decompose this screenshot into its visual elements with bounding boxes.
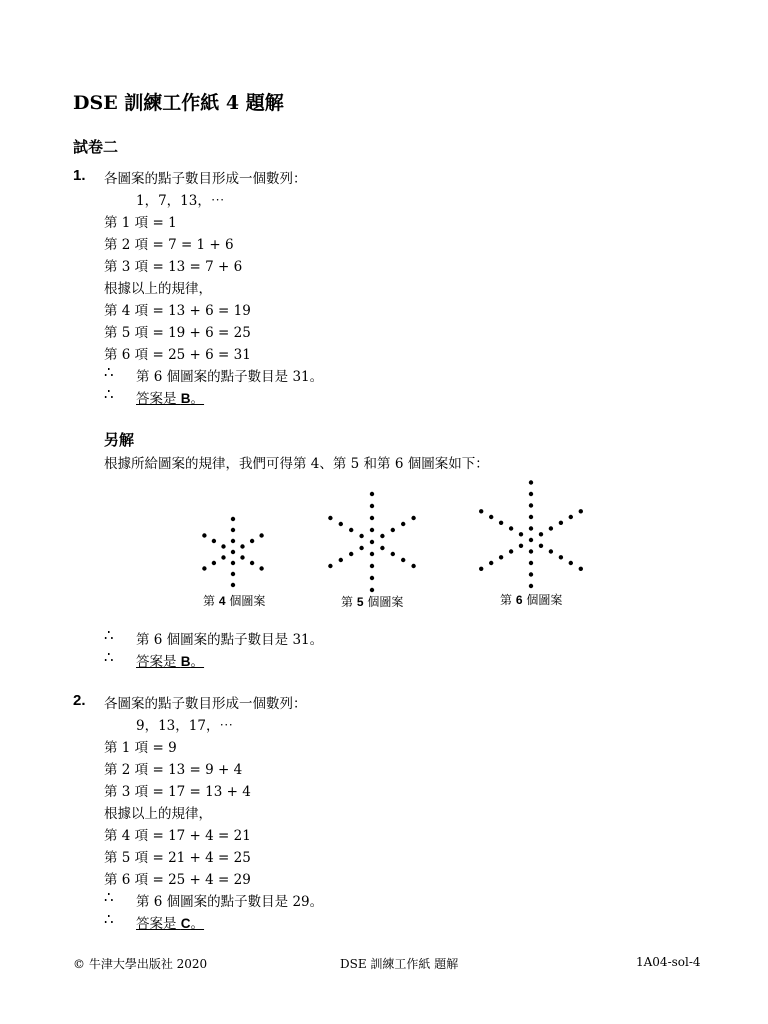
q2-line: 根據以上的規律， [104,806,212,822]
arm-dot [549,549,553,553]
arm-dot [380,534,384,538]
alt-solution-heading: 另解 [104,431,135,449]
arm-dot [519,544,523,548]
pattern-5-caption: 第 5 個圖案 [341,595,404,609]
arm-dot [231,572,235,576]
arm-dot [370,528,374,532]
arm-dot [231,517,235,521]
arm-dot [240,544,244,548]
arm-dot [231,561,235,565]
arm-dot [529,584,533,588]
q1-line: 第 5 項 = 19 + 6 = 25 [104,325,251,341]
center-dot [370,540,374,544]
arm-dot [549,526,553,530]
pattern-4-star [202,517,264,587]
arm-dot [529,572,533,576]
arm-dot [579,509,583,513]
q1-intro: 各圖案的點子數目形成一個數列： [104,171,307,187]
arm-dot [370,504,374,508]
arm-dot [569,515,573,519]
arm-dot [391,552,395,556]
arm-dot [221,555,225,559]
arm-dot [479,567,483,571]
arm-dot [529,492,533,496]
arm-dot [529,561,533,565]
q1-answer: 答案是 B。 [136,391,205,407]
arm-dot [328,516,332,520]
arm-dot [212,561,216,565]
arm-dot [339,558,343,562]
footer-copyright: © 牛津大學出版社 2020 [73,957,208,971]
arm-dot [489,515,493,519]
arm-dot [259,533,263,537]
q2-line: 第 4 項 = 17 + 4 = 21 [104,828,251,844]
pattern-4-caption: 第 4 個圖案 [203,594,266,608]
arm-dot [579,567,583,571]
arm-dot [569,561,573,565]
arm-dot [401,558,405,562]
arm-dot [411,564,415,568]
footer-title: DSE 訓練工作紙 題解 [340,957,459,971]
arm-dot [359,546,363,550]
q2-line: 第 2 項 = 13 = 9 + 4 [104,762,243,778]
arm-dot [509,549,513,553]
arm-dot [529,480,533,484]
center-dot [529,538,533,542]
q1-line: 第 6 項 = 25 + 6 = 31 [104,347,251,363]
arm-dot [349,528,353,532]
therefore-symbol: ∴ [104,626,114,644]
arm-dot [479,509,483,513]
arm-dot [328,564,332,568]
arm-dot [212,539,216,543]
q1-line: 第 2 項 = 7 = 1 + 6 [104,237,234,253]
arm-dot [370,564,374,568]
arm-dot [349,552,353,556]
arm-dot [529,526,533,530]
section-heading: 試卷二 [73,138,119,156]
arm-dot [559,521,563,525]
q1-sequence: 1，7，13，⋯ [136,193,225,209]
therefore-symbol: ∴ [104,888,114,906]
arm-dot [519,532,523,536]
pattern-6-star [479,480,583,595]
arm-dot [391,528,395,532]
q2-conclusion: 第 6 個圖案的點子數目是 29。 [136,894,324,910]
arm-dot [339,522,343,526]
arm-dot [250,539,254,543]
arm-dot [359,534,363,538]
footer-page-code: 1A04-sol-4 [636,955,701,969]
arm-dot [231,539,235,543]
arm-dot [539,532,543,536]
arm-dot [499,521,503,525]
therefore-symbol: ∴ [104,363,114,381]
q2-sequence: 9，13，17，⋯ [136,718,233,734]
arm-dot [380,546,384,550]
alt-intro: 根據所給圖案的規律，我們可得第 4、第 5 和第 6 個圖案如下： [104,456,489,472]
center-dot [231,550,235,554]
arm-dot [221,544,225,548]
alt-conclusion: 第 6 個圖案的點子數目是 31。 [136,632,324,648]
arm-dot [370,588,374,592]
arm-dot [509,526,513,530]
q2-line: 第 1 項 = 9 [104,740,177,756]
arm-dot [529,515,533,519]
arm-dot [539,544,543,548]
arm-dot [259,566,263,570]
arm-dot [401,522,405,526]
q2-answer: 答案是 C。 [136,916,205,932]
arm-dot [529,503,533,507]
alt-answer: 答案是 B。 [136,654,205,670]
arm-dot [370,576,374,580]
q2-line: 第 5 項 = 21 + 4 = 25 [104,850,251,866]
question-2-number: 2. [73,692,86,709]
arm-dot [559,555,563,559]
therefore-symbol: ∴ [104,385,114,403]
arm-dot [370,552,374,556]
arm-dot [411,516,415,520]
therefore-symbol: ∴ [104,910,114,928]
arm-dot [489,561,493,565]
arm-dot [202,533,206,537]
arm-dot [370,492,374,496]
q1-line: 第 1 項 = 1 [104,215,177,231]
q1-line: 第 4 項 = 13 + 6 = 19 [104,303,251,319]
arm-dot [370,516,374,520]
arm-dot [529,549,533,553]
pattern-5-star [328,492,416,592]
q1-line: 根據以上的規律， [104,281,212,297]
arm-dot [202,566,206,570]
dot-patterns-figure [0,480,768,595]
arm-dot [499,555,503,559]
arm-dot [231,583,235,587]
question-1-number: 1. [73,167,86,184]
q2-line: 第 3 項 = 17 = 13 + 4 [104,784,251,800]
arm-dot [250,561,254,565]
arm-dot [231,528,235,532]
pattern-6-caption: 第 6 個圖案 [500,593,563,607]
page-title: DSE 訓練工作紙 4 題解 [73,92,284,114]
q2-line: 第 6 項 = 25 + 4 = 29 [104,872,251,888]
q2-intro: 各圖案的點子數目形成一個數列： [104,696,307,712]
q1-conclusion: 第 6 個圖案的點子數目是 31。 [136,369,324,385]
therefore-symbol: ∴ [104,648,114,666]
q1-line: 第 3 項 = 13 = 7 + 6 [104,259,243,275]
arm-dot [240,555,244,559]
